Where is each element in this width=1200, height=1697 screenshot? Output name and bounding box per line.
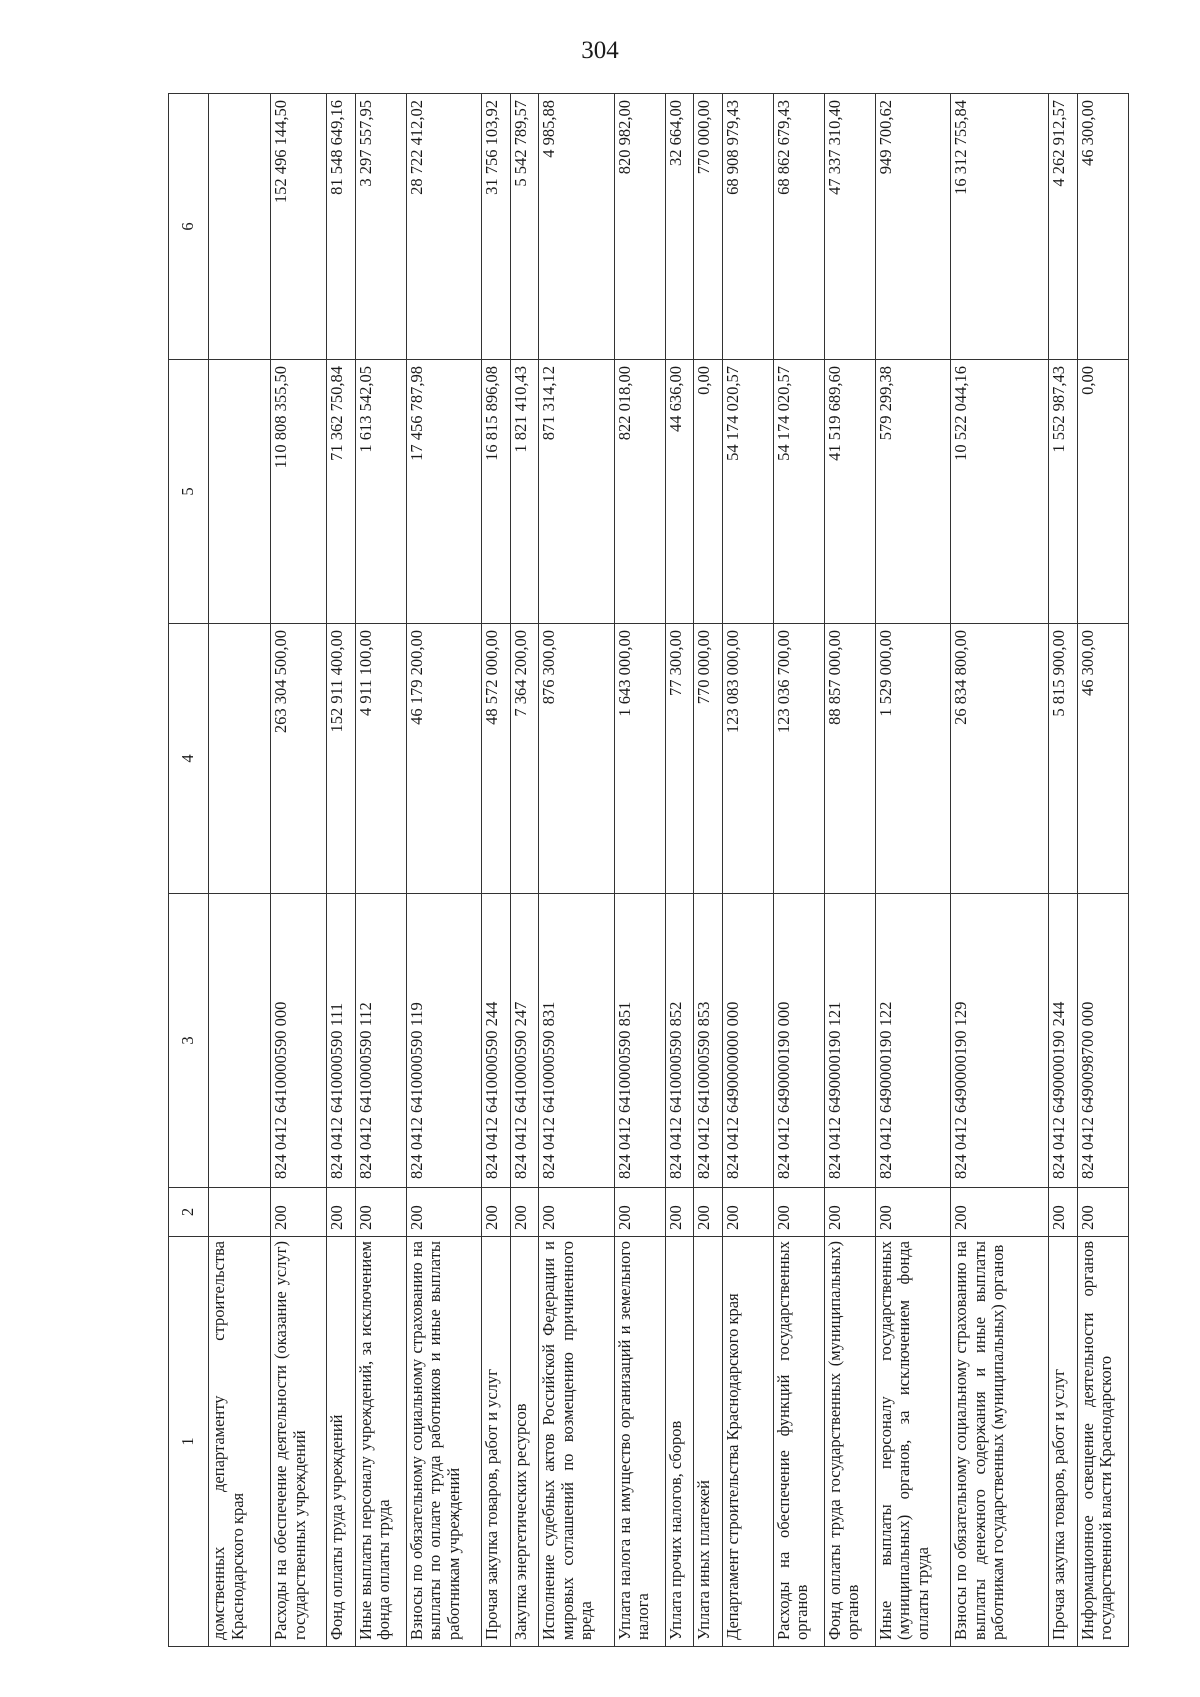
row-col4: 77 300,00 xyxy=(665,624,694,894)
row-col2: 200 xyxy=(665,1188,694,1237)
row-code: 824 0412 6410000590 111 xyxy=(327,894,356,1188)
row-code: 824 0412 6490098700 000 xyxy=(1077,894,1128,1188)
row-name: Расходы на обеспечение функций государственных органов xyxy=(773,1237,824,1647)
header-col-5: 5 xyxy=(169,360,209,624)
row-col5: 0,00 xyxy=(1077,360,1128,624)
row-col6: 820 982,00 xyxy=(614,94,665,360)
row-col5: 579 299,38 xyxy=(875,360,950,624)
row-col4: 46 300,00 xyxy=(1077,624,1128,894)
row-col4: 152 911 400,00 xyxy=(327,624,356,894)
row-col4: 1 643 000,00 xyxy=(614,624,665,894)
row-col5: 822 018,00 xyxy=(614,360,665,624)
row-col6: 81 548 649,16 xyxy=(327,94,356,360)
row-code: 824 0412 6410000590 247 xyxy=(510,894,539,1188)
row-col6: 3 297 557,95 xyxy=(355,94,406,360)
row-col5: 1 552 987,43 xyxy=(1049,360,1078,624)
table-row xyxy=(824,94,875,1647)
row-col6: 770 000,00 xyxy=(694,94,723,360)
row-col4: 46 179 200,00 xyxy=(406,624,481,894)
row-code: 824 0412 6410000590 119 xyxy=(406,894,481,1188)
row-col4: 7 364 200,00 xyxy=(510,624,539,894)
row-col2: 200 xyxy=(875,1188,950,1237)
row-col6: 68 862 679,43 xyxy=(773,94,824,360)
row-col6: 28 722 412,02 xyxy=(406,94,481,360)
row-col4: 770 000,00 xyxy=(694,624,723,894)
row-name: Департамент строительства Краснодарского края xyxy=(722,1237,773,1647)
header-col-1: 1 xyxy=(169,1237,209,1647)
row-col4: 123 036 700,00 xyxy=(773,624,824,894)
row-col5: 1 821 410,43 xyxy=(510,360,539,624)
table-row xyxy=(327,94,356,1647)
row-col4 xyxy=(209,624,271,894)
table-wrapper xyxy=(168,94,1129,1647)
table-row xyxy=(271,94,327,1647)
row-col6: 5 542 789,57 xyxy=(510,94,539,360)
row-col4: 123 083 000,00 xyxy=(722,624,773,894)
header-col-4: 4 xyxy=(169,624,209,894)
row-code: 824 0412 6410000590 831 xyxy=(539,894,614,1188)
row-code: 824 0412 6410000590 112 xyxy=(355,894,406,1188)
row-col5: 1 613 542,05 xyxy=(355,360,406,624)
row-col2: 200 xyxy=(824,1188,875,1237)
row-col5: 54 174 020,57 xyxy=(722,360,773,624)
row-code: 824 0412 6410000590 851 xyxy=(614,894,665,1188)
row-code: 824 0412 6490000190 129 xyxy=(951,894,1049,1188)
row-name: Взносы по обязательному социальному страхованию на выплаты денежного содержания и иные выплаты работникам государственных (муниципальных) органов xyxy=(951,1237,1049,1647)
row-col5: 10 522 044,16 xyxy=(951,360,1049,624)
row-col5: 54 174 020,57 xyxy=(773,360,824,624)
table-row xyxy=(355,94,406,1647)
row-code xyxy=(209,894,271,1188)
row-col4: 5 815 900,00 xyxy=(1049,624,1078,894)
row-col2: 200 xyxy=(355,1188,406,1237)
row-col6: 68 908 979,43 xyxy=(722,94,773,360)
row-col2: 200 xyxy=(614,1188,665,1237)
table-row xyxy=(665,94,694,1647)
row-col2: 200 xyxy=(327,1188,356,1237)
row-col6: 949 700,62 xyxy=(875,94,950,360)
row-code: 824 0412 6410000590 000 xyxy=(271,894,327,1188)
table-row xyxy=(539,94,614,1647)
row-col6: 46 300,00 xyxy=(1077,94,1128,360)
table-row xyxy=(694,94,723,1647)
row-col2: 200 xyxy=(773,1188,824,1237)
row-name: Прочая закупка товаров, работ и услуг xyxy=(482,1237,511,1647)
row-col5: 44 636,00 xyxy=(665,360,694,624)
table-row xyxy=(482,94,511,1647)
row-code: 824 0412 6490000190 121 xyxy=(824,894,875,1188)
row-col6: 32 664,00 xyxy=(665,94,694,360)
row-col4: 876 300,00 xyxy=(539,624,614,894)
row-col5: 16 815 896,08 xyxy=(482,360,511,624)
row-code: 824 0412 6490000190 244 xyxy=(1049,894,1078,1188)
row-col2: 200 xyxy=(1077,1188,1128,1237)
row-col5 xyxy=(209,360,271,624)
row-name: Иные выплаты персоналу учреждений, за исключением фонда оплаты труда xyxy=(355,1237,406,1647)
row-name: Информационное освещение деятельности органов государственной власти Краснодарского xyxy=(1077,1237,1128,1647)
row-col5: 110 808 355,50 xyxy=(271,360,327,624)
row-col4: 263 304 500,00 xyxy=(271,624,327,894)
row-col6: 4 985,88 xyxy=(539,94,614,360)
header-col-6: 6 xyxy=(169,94,209,360)
row-name: Закупка энергетических ресурсов xyxy=(510,1237,539,1647)
table-row xyxy=(406,94,481,1647)
row-col5: 71 362 750,84 xyxy=(327,360,356,624)
table-row xyxy=(510,94,539,1647)
row-col2: 200 xyxy=(1049,1188,1078,1237)
header-col-3: 3 xyxy=(169,894,209,1188)
row-code: 824 0412 6490000190 122 xyxy=(875,894,950,1188)
row-name: Уплата налога на имущество организаций и земельного налога xyxy=(614,1237,665,1647)
table-row xyxy=(1077,94,1128,1647)
row-name: Исполнение судебных актов Российской Федерации и мировых соглашений по возмещению причиненного вреда xyxy=(539,1237,614,1647)
table-row xyxy=(722,94,773,1647)
row-code: 824 0412 6490000190 000 xyxy=(773,894,824,1188)
row-name: Уплата прочих налогов, сборов xyxy=(665,1237,694,1647)
rotated-table-container xyxy=(168,94,1129,1647)
row-col4: 88 857 000,00 xyxy=(824,624,875,894)
row-col2: 200 xyxy=(510,1188,539,1237)
row-col4: 26 834 800,00 xyxy=(951,624,1049,894)
row-col5: 17 456 787,98 xyxy=(406,360,481,624)
table-row xyxy=(875,94,950,1647)
row-col6 xyxy=(209,94,271,360)
row-col2: 200 xyxy=(539,1188,614,1237)
header-col-2: 2 xyxy=(169,1188,209,1237)
row-col2: 200 xyxy=(722,1188,773,1237)
row-code: 824 0412 6410000590 853 xyxy=(694,894,723,1188)
row-col6: 152 496 144,50 xyxy=(271,94,327,360)
row-col5: 0,00 xyxy=(694,360,723,624)
row-name: Взносы по обязательному социальному страхованию на выплаты по оплате труда работников и иные выплаты работникам учреждений xyxy=(406,1237,481,1647)
row-name: Иные выплаты персоналу государственных (муниципальных) органов, за исключением фонда оплаты труда xyxy=(875,1237,950,1647)
row-code: 824 0412 6410000590 244 xyxy=(482,894,511,1188)
table-row xyxy=(614,94,665,1647)
row-col2: 200 xyxy=(482,1188,511,1237)
row-col5: 871 314,12 xyxy=(539,360,614,624)
row-col6: 47 337 310,40 xyxy=(824,94,875,360)
row-name: Уплата иных платежей xyxy=(694,1237,723,1647)
row-col6: 4 262 912,57 xyxy=(1049,94,1078,360)
row-col6: 16 312 755,84 xyxy=(951,94,1049,360)
table-row xyxy=(951,94,1049,1647)
page-number: 304 xyxy=(581,37,619,64)
row-col4: 1 529 000,00 xyxy=(875,624,950,894)
table-row xyxy=(773,94,824,1647)
row-col2: 200 xyxy=(271,1188,327,1237)
row-col2: 200 xyxy=(694,1188,723,1237)
row-code: 824 0412 6490000000 000 xyxy=(722,894,773,1188)
row-code: 824 0412 6410000590 852 xyxy=(665,894,694,1188)
row-col2 xyxy=(209,1188,271,1237)
row-name: Фонд оплаты труда учреждений xyxy=(327,1237,356,1647)
row-name: Прочая закупка товаров, работ и услуг xyxy=(1049,1237,1078,1647)
row-col6: 31 756 103,92 xyxy=(482,94,511,360)
table-row xyxy=(209,94,271,1647)
row-col2: 200 xyxy=(406,1188,481,1237)
row-col4: 4 911 100,00 xyxy=(355,624,406,894)
row-col2: 200 xyxy=(951,1188,1049,1237)
header-row xyxy=(169,94,209,1647)
table-row xyxy=(1049,94,1078,1647)
budget-table xyxy=(168,93,1129,1647)
row-col4: 48 572 000,00 xyxy=(482,624,511,894)
row-name: домственных департаменту строительства Краснодарского края xyxy=(209,1237,271,1647)
row-col5: 41 519 689,60 xyxy=(824,360,875,624)
row-name: Расходы на обеспечение деятельности (оказание услуг) государственных учреждений xyxy=(271,1237,327,1647)
row-name: Фонд оплаты труда государственных (муниципальных) органов xyxy=(824,1237,875,1647)
